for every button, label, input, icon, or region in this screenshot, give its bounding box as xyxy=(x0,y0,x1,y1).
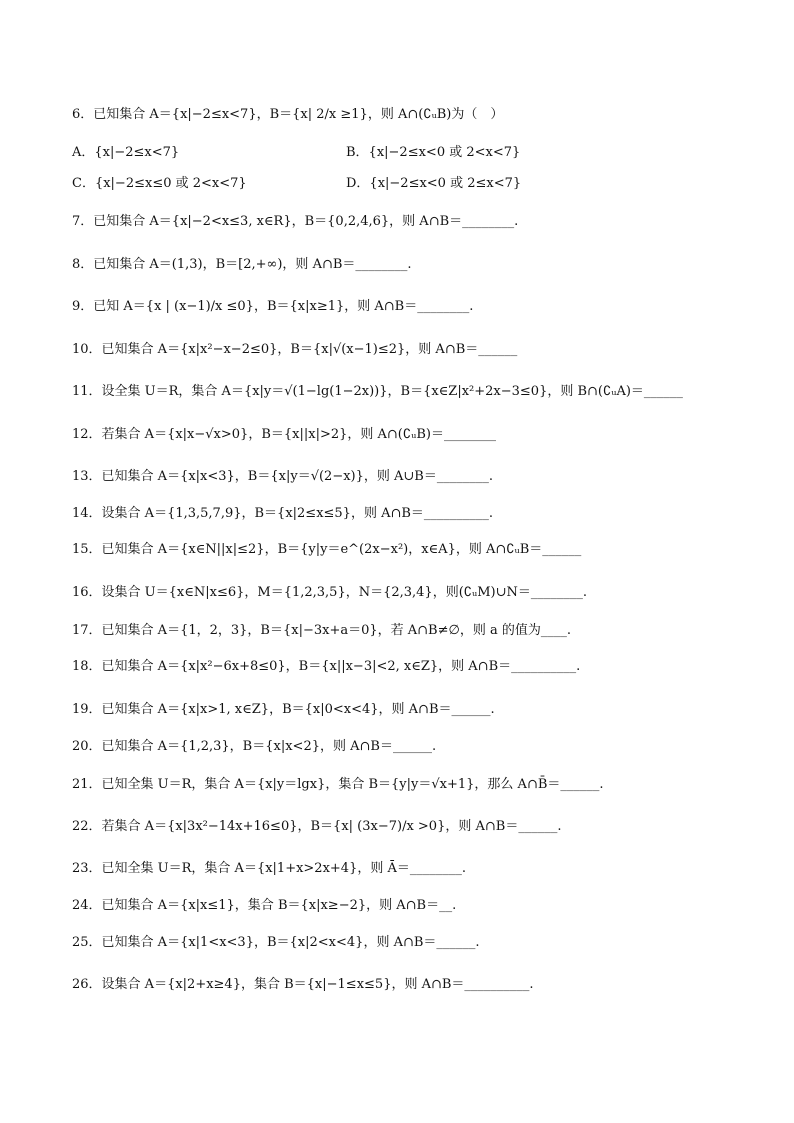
question-21: 21．已知全集 U＝R，集合 A＝{x|y＝lgx}，集合 B＝{y|y＝√x+1}，那么 A∩B̄＝______. xyxy=(72,777,604,792)
q6-option-c: C．{x|−2≤x≤0 或 2<x<7} xyxy=(72,176,247,191)
question-18: 18．已知集合 A＝{x|x²−6x+8≤0}，B＝{x||x−3|<2, x∈Z}，则 A∩B＝__________. xyxy=(72,659,581,674)
question-24: 24．已知集合 A＝{x|x≤1}，集合 B＝{x|x≥−2}，则 A∩B＝__. xyxy=(72,898,457,913)
question-23: 23．已知全集 U＝R，集合 A＝{x|1+x>2x+4}，则 Ā＝________. xyxy=(72,861,466,876)
question-12: 12．若集合 A＝{x|x−√x>0}，B＝{x||x|>2}，则 A∩(∁ᵤB)＝________ xyxy=(72,427,496,442)
question-7: 7．已知集合 A＝{x|−2<x≤3, x∈R}，B＝{0,2,4,6}，则 A∩B＝________. xyxy=(72,214,519,229)
question-11: 11．设全集 U＝R，集合 A＝{x|y＝√(1−lg(1−2x))}，B＝{x∈Z|x²+2x−3≤0}，则 B∩(∁ᵤA)＝______ xyxy=(72,384,683,399)
question-26: 26．设集合 A＝{x|2+x≥4}，集合 B＝{x|−1≤x≤5}，则 A∩B＝__________. xyxy=(72,977,534,992)
question-19: 19．已知集合 A＝{x|x>1, x∈Z}，B＝{x|0<x<4}，则 A∩B＝______. xyxy=(72,702,495,717)
q6-option-d: D．{x|−2≤x<0 或 2≤x<7} xyxy=(346,176,522,191)
q6-option-a: A．{x|−2≤x<7} xyxy=(72,145,180,160)
question-9: 9．已知 A＝{x | (x−1)/x ≤0}，B＝{x|x≥1}，则 A∩B＝________. xyxy=(72,299,474,314)
question-20: 20．已知集合 A＝{1,2,3}，B＝{x|x<2}，则 A∩B＝______. xyxy=(72,739,437,754)
question-10: 10．已知集合 A＝{x|x²−x−2≤0}，B＝{x|√(x−1)≤2}，则 A∩B＝______ xyxy=(72,342,518,357)
question-13: 13．已知集合 A＝{x|x<3}，B＝{x|y＝√(2−x)}，则 A∪B＝________. xyxy=(72,469,493,484)
question-16: 16．设集合 U＝{x∈N|x≤6}，M＝{1,2,3,5}，N＝{2,3,4}，则(∁ᵤM)∪N＝________. xyxy=(72,585,588,600)
question-25: 25．已知集合 A＝{x|1<x<3}，B＝{x|2<x<4}，则 A∩B＝______. xyxy=(72,935,480,950)
question-17: 17．已知集合 A＝{1，2，3}，B＝{x|−3x+a＝0}，若 A∩B≠∅，则 a 的值为____. xyxy=(72,623,571,638)
question-14: 14．设集合 A＝{1,3,5,7,9}，B＝{x|2≤x≤5}，则 A∩B＝__________. xyxy=(72,506,494,521)
question-8: 8．已知集合 A＝(1,3)，B＝[2,+∞)，则 A∩B＝________. xyxy=(72,257,412,272)
question-22: 22．若集合 A＝{x|3x²−14x+16≤0}，B＝{x| (3x−7)/x >0}，则 A∩B＝______. xyxy=(72,819,562,834)
question-6: 6．已知集合 A＝{x|−2≤x<7}，B＝{x| 2/x ≥1}，则 A∩(∁ᵤB)为（ ） xyxy=(72,107,504,122)
q6-option-b: B．{x|−2≤x<0 或 2<x<7} xyxy=(346,145,521,160)
question-15: 15．已知集合 A＝{x∈N||x|≤2}，B＝{y|y＝e^(2x−x²)，x∈A}，则 A∩∁ᵤB＝______ xyxy=(72,542,582,557)
